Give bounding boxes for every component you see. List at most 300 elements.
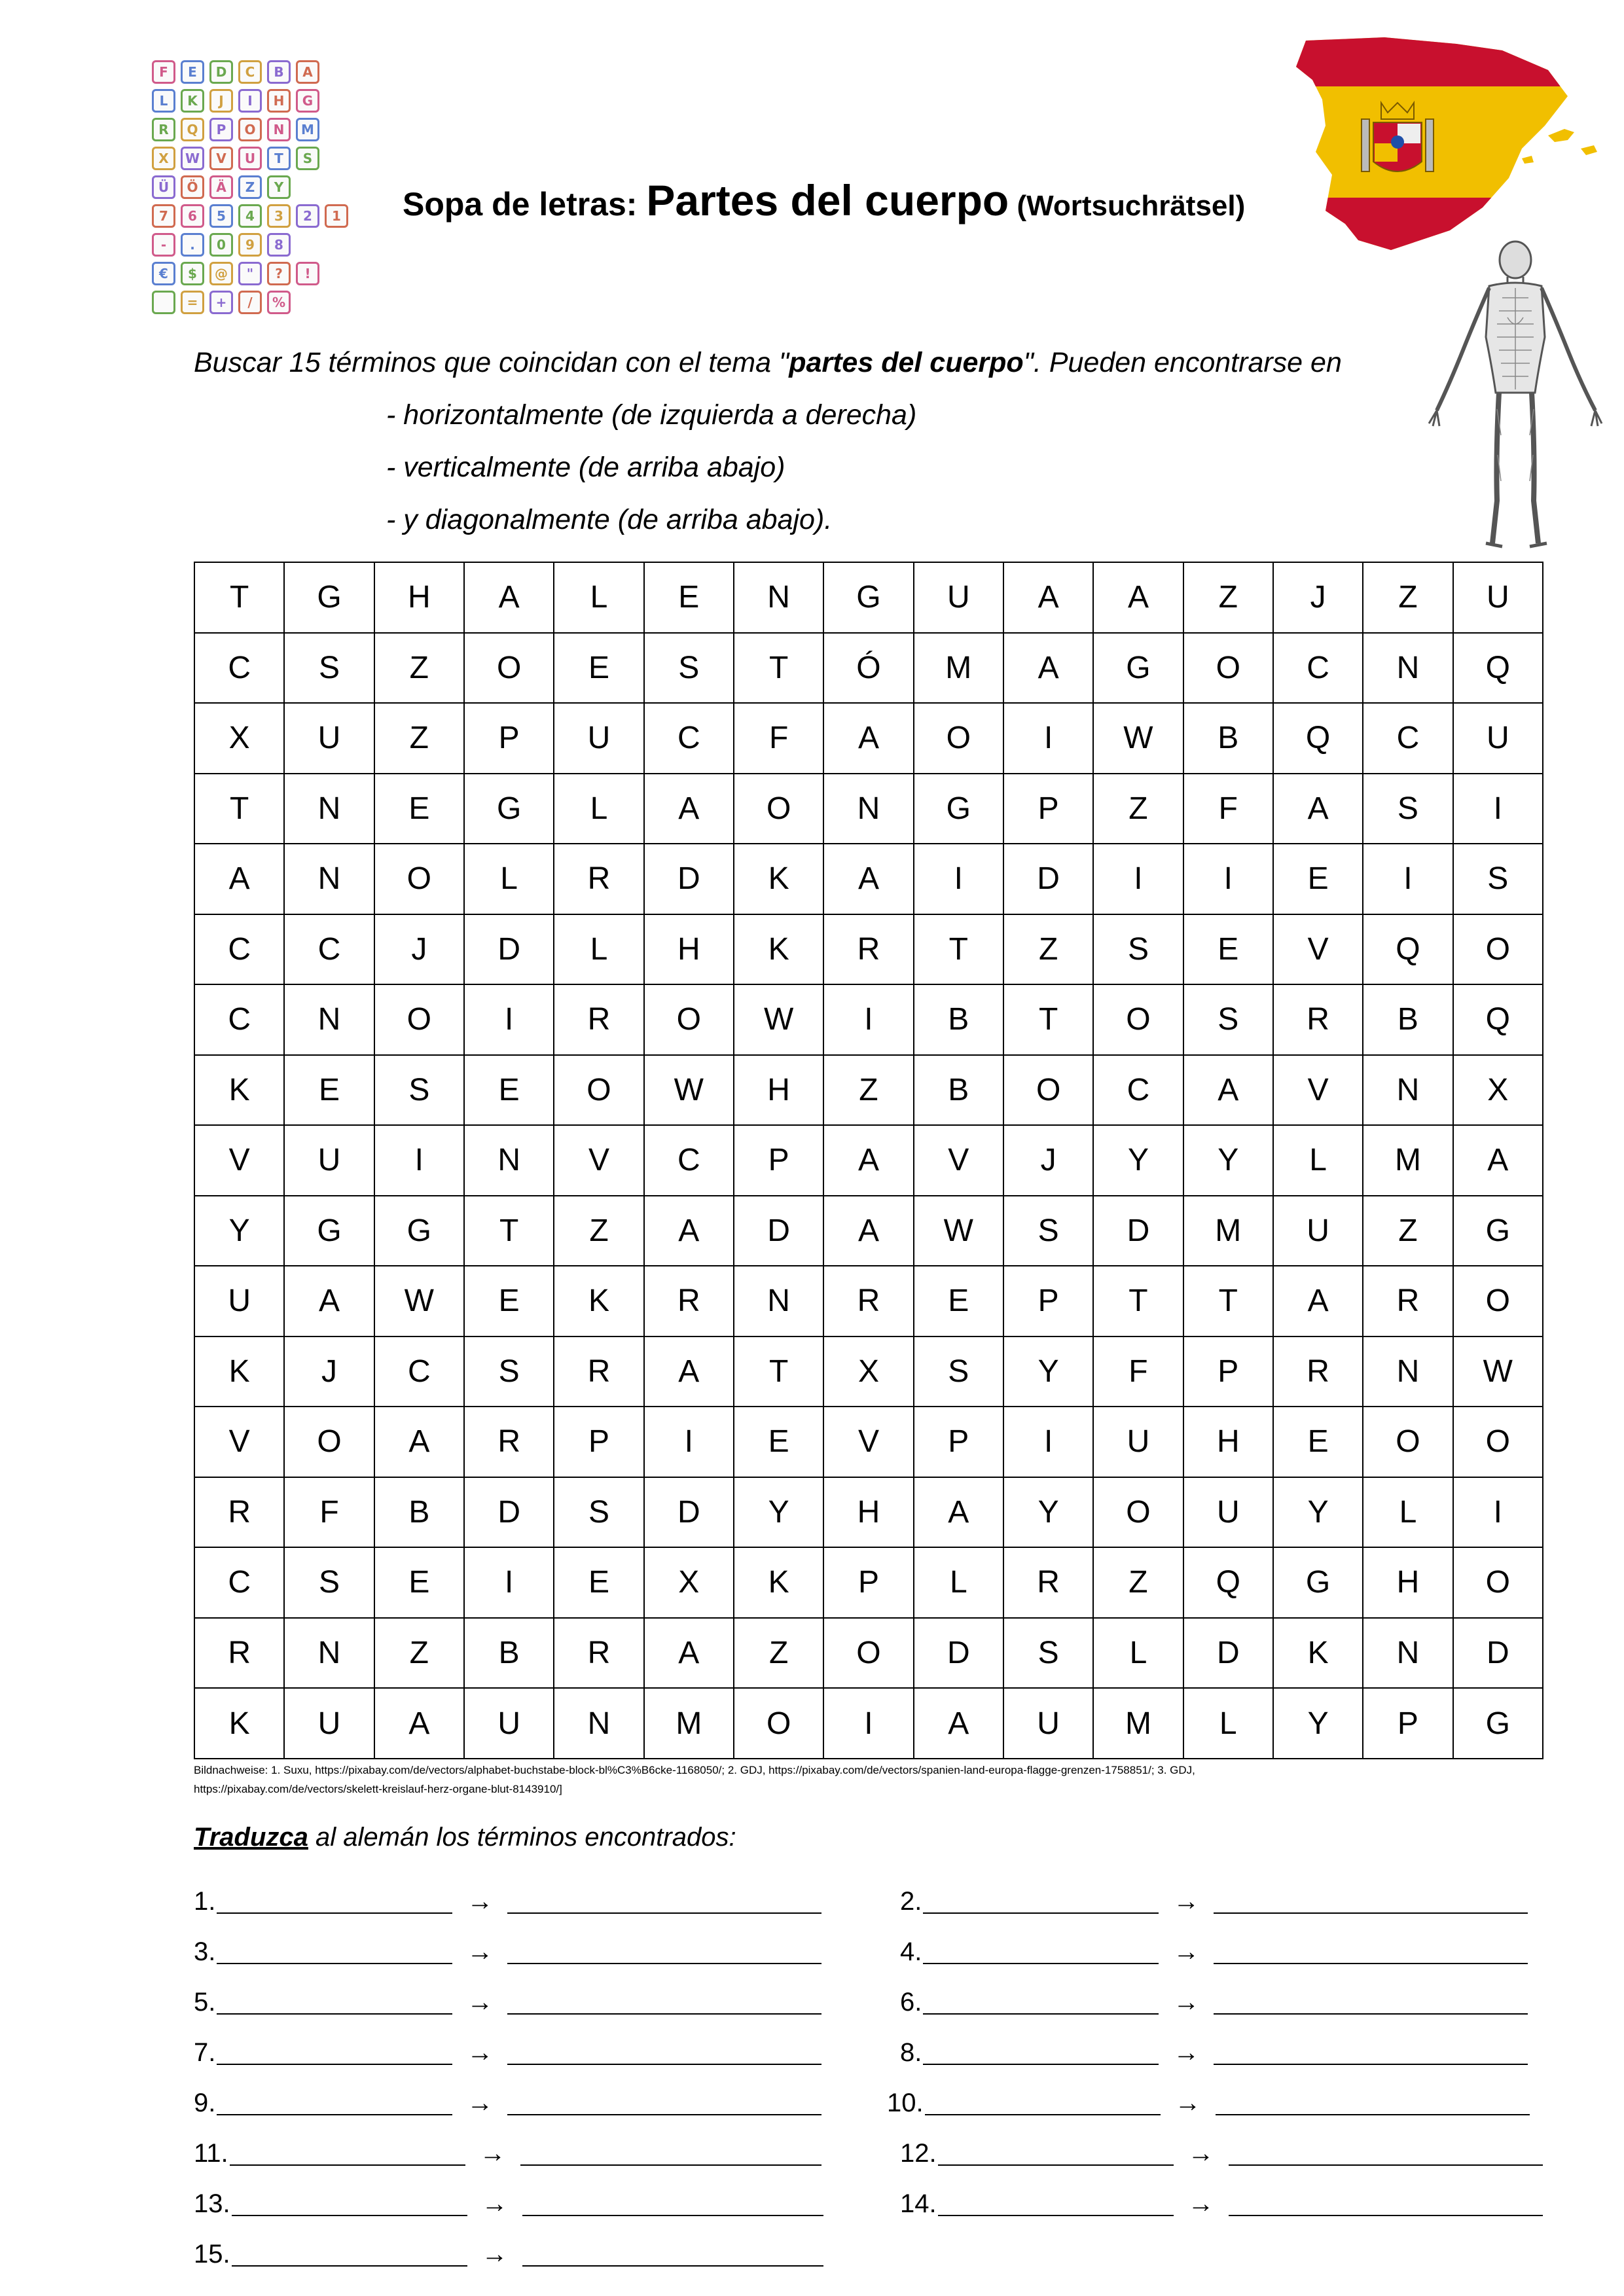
letter-block: D	[209, 60, 233, 84]
grid-cell: O	[734, 774, 823, 844]
answer-number: 4.	[900, 1937, 922, 1966]
answer-line[interactable]	[900, 1986, 1528, 2018]
grid-cell: O	[914, 703, 1003, 774]
letter-block: +	[209, 291, 233, 314]
letter-block: Ä	[209, 175, 233, 199]
grid-cell: N	[554, 1688, 643, 1759]
letter-block: ?	[267, 262, 291, 285]
grid-cell: U	[1273, 1196, 1363, 1266]
grid-cell: I	[1093, 844, 1183, 914]
letter-block: C	[238, 60, 262, 84]
grid-cell: Z	[374, 1618, 464, 1689]
letter-block: V	[209, 147, 233, 170]
grid-cell: S	[1453, 844, 1543, 914]
letter-block: 8	[267, 233, 291, 257]
letter-block: M	[296, 118, 319, 141]
grid-cell: W	[734, 984, 823, 1055]
spanish-term-blank[interactable]	[217, 1990, 452, 2015]
grid-cell: G	[1273, 1547, 1363, 1618]
grid-cell: D	[1453, 1618, 1543, 1689]
grid-cell: E	[284, 1055, 374, 1126]
grid-cell: P	[914, 1407, 1003, 1477]
grid-cell: T	[734, 1336, 823, 1407]
german-translation-blank[interactable]	[1214, 1889, 1528, 1914]
german-translation-blank[interactable]	[520, 2141, 821, 2166]
grid-cell: S	[1363, 774, 1453, 844]
letter-block: E	[181, 60, 204, 84]
grid-cell: D	[464, 914, 554, 985]
grid-row	[194, 1407, 1543, 1477]
spanish-term-blank[interactable]	[923, 2040, 1159, 2065]
grid-cell: Y	[1273, 1688, 1363, 1759]
grid-cell: Y	[734, 1477, 823, 1548]
grid-row	[194, 562, 1543, 633]
grid-cell: W	[1453, 1336, 1543, 1407]
answer-number: 2.	[900, 1886, 922, 1916]
grid-cell: B	[1183, 703, 1273, 774]
grid-cell: H	[1363, 1547, 1453, 1618]
spain-flag-map-image	[1286, 34, 1607, 257]
letter-block	[152, 291, 175, 314]
grid-cell: A	[374, 1407, 464, 1477]
grid-cell: Y	[1003, 1477, 1093, 1548]
grid-cell: L	[554, 914, 643, 985]
grid-cell: K	[734, 844, 823, 914]
grid-row	[194, 914, 1543, 985]
letter-block: 4	[238, 204, 262, 228]
grid-cell: M	[1183, 1196, 1273, 1266]
grid-cell: S	[1093, 914, 1183, 985]
grid-cell: S	[464, 1336, 554, 1407]
grid-cell: U	[1183, 1477, 1273, 1548]
spanish-term-blank[interactable]	[232, 2191, 467, 2216]
grid-cell: Y	[1273, 1477, 1363, 1548]
grid-cell: Q	[1273, 703, 1363, 774]
grid-cell: H	[734, 1055, 823, 1126]
letter-block: S	[296, 147, 319, 170]
instructions-vertical: - verticalmente (de arriba abajo)	[386, 452, 785, 483]
grid-cell: T	[1183, 1266, 1273, 1336]
arrow-right-icon: →	[1187, 2189, 1214, 2218]
grid-cell: I	[464, 1547, 554, 1618]
grid-cell: J	[284, 1336, 374, 1407]
answer-number: 14.	[900, 2189, 937, 2218]
grid-cell: O	[374, 984, 464, 1055]
grid-cell: V	[1273, 1055, 1363, 1126]
letter-block: Y	[267, 175, 291, 199]
grid-cell: A	[464, 562, 554, 633]
grid-cell: Ó	[823, 633, 913, 704]
instructions-horizontal: - horizontalmente (de izquierda a derecha)	[386, 399, 917, 431]
grid-cell: Z	[1003, 914, 1093, 985]
grid-cell: T	[914, 914, 1003, 985]
grid-cell: P	[734, 1125, 823, 1196]
grid-cell: U	[1453, 562, 1543, 633]
grid-cell: H	[1183, 1407, 1273, 1477]
grid-cell: O	[1363, 1407, 1453, 1477]
grid-cell: J	[1003, 1125, 1093, 1196]
grid-cell: Z	[734, 1618, 823, 1689]
grid-cell: D	[644, 844, 734, 914]
answer-line[interactable]	[900, 1935, 1528, 1968]
grid-cell: B	[464, 1618, 554, 1689]
grid-cell: A	[1273, 1266, 1363, 1336]
german-translation-blank[interactable]	[1214, 2040, 1528, 2065]
grid-cell: E	[374, 774, 464, 844]
grid-cell: K	[554, 1266, 643, 1336]
german-translation-blank[interactable]	[522, 2191, 823, 2216]
answer-line[interactable]	[194, 2087, 821, 2119]
grid-cell: U	[464, 1688, 554, 1759]
letter-block: R	[152, 118, 175, 141]
grid-cell: E	[554, 1547, 643, 1618]
answer-line[interactable]	[194, 2187, 823, 2220]
answer-line[interactable]	[194, 1885, 821, 1918]
grid-cell: R	[554, 1618, 643, 1689]
german-translation-blank[interactable]	[1214, 1990, 1528, 2015]
letter-block: K	[181, 89, 204, 113]
spanish-term-blank[interactable]	[217, 2090, 452, 2115]
instructions-main-before: Buscar 15 términos que coincidan con el tema "	[194, 347, 789, 378]
grid-cell: S	[1183, 984, 1273, 1055]
grid-cell: U	[1003, 1688, 1093, 1759]
grid-cell: R	[194, 1618, 284, 1689]
grid-cell: G	[1093, 633, 1183, 704]
grid-cell: A	[644, 1618, 734, 1689]
grid-cell: X	[823, 1336, 913, 1407]
grid-cell: Z	[374, 703, 464, 774]
grid-cell: O	[644, 984, 734, 1055]
answer-number: 6.	[900, 1987, 922, 2017]
spanish-term-blank[interactable]	[217, 2040, 452, 2065]
spanish-term-blank[interactable]	[923, 1889, 1159, 1914]
grid-cell: Y	[194, 1196, 284, 1266]
grid-cell: L	[1183, 1688, 1273, 1759]
letter-block: J	[209, 89, 233, 113]
grid-cell: Z	[374, 633, 464, 704]
grid-cell: L	[554, 774, 643, 844]
grid-cell: S	[1003, 1196, 1093, 1266]
german-translation-blank[interactable]	[507, 2090, 821, 2115]
answer-line[interactable]	[900, 2187, 1543, 2220]
german-translation-blank[interactable]	[1229, 2191, 1543, 2216]
arrow-right-icon: →	[1187, 2138, 1214, 2168]
grid-cell: R	[464, 1407, 554, 1477]
grid-cell: L	[914, 1547, 1003, 1618]
grid-cell: C	[1093, 1055, 1183, 1126]
letter-block: %	[267, 291, 291, 314]
grid-cell: O	[374, 844, 464, 914]
grid-cell: F	[1093, 1336, 1183, 1407]
letter-block: P	[209, 118, 233, 141]
answer-line[interactable]	[194, 2238, 823, 2270]
answer-line[interactable]	[900, 1885, 1528, 1918]
spanish-term-blank[interactable]	[923, 1939, 1159, 1964]
letter-block: Q	[181, 118, 204, 141]
arrow-right-icon: →	[479, 2138, 506, 2168]
letter-block: F	[152, 60, 175, 84]
grid-cell: A	[914, 1477, 1003, 1548]
grid-cell: L	[1093, 1618, 1183, 1689]
translate-verb: Traduzca	[194, 1823, 308, 1852]
answer-line[interactable]	[194, 1986, 821, 2018]
grid-cell: D	[644, 1477, 734, 1548]
grid-cell: W	[374, 1266, 464, 1336]
grid-cell: Z	[1093, 774, 1183, 844]
letter-block: $	[181, 262, 204, 285]
grid-cell: G	[823, 562, 913, 633]
grid-cell: R	[554, 1336, 643, 1407]
answer-number: 15.	[194, 2239, 230, 2269]
grid-cell: A	[1003, 562, 1093, 633]
grid-cell: A	[1273, 774, 1363, 844]
grid-row	[194, 1618, 1543, 1689]
grid-cell: A	[823, 1196, 913, 1266]
grid-cell: A	[1453, 1125, 1543, 1196]
arrow-right-icon: →	[1173, 1886, 1200, 1916]
grid-cell: G	[1453, 1196, 1543, 1266]
grid-cell: Q	[1453, 984, 1543, 1055]
grid-cell: R	[194, 1477, 284, 1548]
grid-cell: C	[194, 633, 284, 704]
grid-cell: O	[1183, 633, 1273, 704]
grid-cell: S	[284, 633, 374, 704]
grid-cell: B	[374, 1477, 464, 1548]
grid-row	[194, 844, 1543, 914]
grid-cell: X	[1453, 1055, 1543, 1126]
grid-cell: V	[194, 1407, 284, 1477]
answer-line[interactable]	[900, 2036, 1528, 2069]
letter-block: €	[152, 262, 175, 285]
letter-block: T	[267, 147, 291, 170]
grid-cell: L	[1273, 1125, 1363, 1196]
german-translation-blank[interactable]	[522, 2242, 823, 2267]
grid-cell: S	[374, 1055, 464, 1126]
grid-cell: Z	[554, 1196, 643, 1266]
grid-cell: Y	[1003, 1336, 1093, 1407]
grid-cell: N	[1363, 1618, 1453, 1689]
grid-cell: T	[734, 633, 823, 704]
grid-cell: L	[1363, 1477, 1453, 1548]
answer-line[interactable]	[194, 2036, 821, 2069]
grid-cell: E	[464, 1055, 554, 1126]
grid-cell: U	[284, 703, 374, 774]
grid-cell: A	[914, 1688, 1003, 1759]
spanish-term-blank[interactable]	[217, 1939, 452, 1964]
grid-cell: R	[554, 844, 643, 914]
answer-number: 3.	[194, 1937, 216, 1966]
arrow-right-icon: →	[467, 2088, 494, 2117]
answer-line[interactable]	[887, 2087, 1530, 2119]
grid-cell: U	[1453, 703, 1543, 774]
grid-cell: C	[194, 914, 284, 985]
spanish-term-blank[interactable]	[217, 1889, 452, 1914]
grid-cell: C	[644, 1125, 734, 1196]
grid-cell: O	[823, 1618, 913, 1689]
grid-cell: I	[1003, 1407, 1093, 1477]
grid-cell: L	[554, 562, 643, 633]
grid-cell: A	[1003, 633, 1093, 704]
arrow-right-icon: →	[1174, 2088, 1201, 2117]
letter-block: O	[238, 118, 262, 141]
grid-cell: D	[1093, 1196, 1183, 1266]
grid-cell: N	[464, 1125, 554, 1196]
grid-cell: M	[1093, 1688, 1183, 1759]
grid-cell: B	[914, 1055, 1003, 1126]
grid-cell: O	[1453, 914, 1543, 985]
letter-block: N	[267, 118, 291, 141]
spanish-term-blank[interactable]	[938, 2191, 1174, 2216]
german-translation-blank[interactable]	[507, 1990, 821, 2015]
grid-cell: D	[464, 1477, 554, 1548]
grid-cell: I	[823, 1688, 913, 1759]
credits-line-2: https://pixabay.com/de/vectors/skelett-kreislauf-herz-organe-blut-8143910/]	[194, 1783, 562, 1795]
german-translation-blank[interactable]	[1214, 1939, 1528, 1964]
grid-cell: O	[1003, 1055, 1093, 1126]
grid-cell: E	[1273, 844, 1363, 914]
grid-cell: I	[644, 1407, 734, 1477]
grid-cell: Y	[1183, 1125, 1273, 1196]
letter-block: 0	[209, 233, 233, 257]
grid-cell: T	[194, 774, 284, 844]
grid-cell: K	[734, 914, 823, 985]
grid-cell: N	[284, 844, 374, 914]
spanish-term-blank[interactable]	[923, 1990, 1159, 2015]
grid-cell: S	[284, 1547, 374, 1618]
grid-cell: E	[734, 1407, 823, 1477]
human-body-figure-image	[1424, 239, 1607, 553]
grid-cell: P	[554, 1407, 643, 1477]
grid-cell: D	[914, 1618, 1003, 1689]
grid-cell: G	[284, 1196, 374, 1266]
grid-cell: N	[284, 984, 374, 1055]
grid-cell: C	[1363, 703, 1453, 774]
grid-cell: C	[1273, 633, 1363, 704]
grid-cell: S	[914, 1336, 1003, 1407]
grid-cell: I	[1363, 844, 1453, 914]
grid-cell: P	[823, 1547, 913, 1618]
grid-cell: G	[284, 562, 374, 633]
grid-cell: Z	[1183, 562, 1273, 633]
grid-cell: B	[1363, 984, 1453, 1055]
grid-row	[194, 703, 1543, 774]
grid-cell: K	[1273, 1618, 1363, 1689]
letter-block: 3	[267, 204, 291, 228]
grid-cell: C	[194, 1547, 284, 1618]
answer-line[interactable]	[194, 1935, 821, 1968]
grid-cell: R	[1363, 1266, 1453, 1336]
german-translation-blank[interactable]	[1216, 2090, 1530, 2115]
letter-block: I	[238, 89, 262, 113]
instructions-topic: partes del cuerpo	[789, 347, 1024, 378]
grid-cell: A	[1093, 562, 1183, 633]
letter-block: 6	[181, 204, 204, 228]
spanish-term-blank[interactable]	[230, 2141, 465, 2166]
grid-cell: O	[1093, 984, 1183, 1055]
grid-cell: E	[1273, 1407, 1363, 1477]
grid-cell: I	[464, 984, 554, 1055]
grid-cell: O	[1453, 1547, 1543, 1618]
answer-number: 8.	[900, 2037, 922, 2067]
grid-cell: N	[1363, 1055, 1453, 1126]
grid-cell: B	[914, 984, 1003, 1055]
grid-cell: M	[914, 633, 1003, 704]
instructions-main-after: ". Pueden encontrarse en	[1023, 347, 1342, 378]
grid-cell: U	[284, 1688, 374, 1759]
letter-block: =	[181, 291, 204, 314]
grid-cell: R	[644, 1266, 734, 1336]
grid-cell: A	[644, 1336, 734, 1407]
grid-cell: A	[194, 844, 284, 914]
grid-cell: G	[914, 774, 1003, 844]
german-translation-blank[interactable]	[507, 2040, 821, 2065]
spanish-term-blank[interactable]	[925, 2090, 1161, 2115]
grid-cell: H	[374, 562, 464, 633]
grid-cell: C	[644, 703, 734, 774]
grid-row	[194, 1266, 1543, 1336]
grid-cell: P	[1183, 1336, 1273, 1407]
grid-row	[194, 1336, 1543, 1407]
arrow-right-icon: →	[467, 1987, 494, 2017]
grid-cell: J	[1273, 562, 1363, 633]
grid-cell: R	[1003, 1547, 1093, 1618]
grid-row	[194, 1125, 1543, 1196]
answer-line[interactable]	[194, 2137, 821, 2170]
grid-cell: W	[914, 1196, 1003, 1266]
letter-block: .	[181, 233, 204, 257]
grid-cell: V	[554, 1125, 643, 1196]
grid-cell: U	[194, 1266, 284, 1336]
grid-cell: G	[464, 774, 554, 844]
grid-cell: F	[284, 1477, 374, 1548]
german-translation-blank[interactable]	[507, 1939, 821, 1964]
letter-block: "	[238, 262, 262, 285]
grid-cell: P	[1003, 774, 1093, 844]
letter-block: H	[267, 89, 291, 113]
grid-cell: O	[284, 1407, 374, 1477]
letter-block: G	[296, 89, 319, 113]
arrow-right-icon: →	[1173, 2037, 1200, 2067]
grid-cell: A	[644, 1196, 734, 1266]
spanish-term-blank[interactable]	[232, 2242, 467, 2267]
grid-cell: Q	[1363, 914, 1453, 985]
grid-cell: V	[823, 1407, 913, 1477]
answer-line[interactable]	[900, 2137, 1543, 2170]
translate-heading	[194, 1823, 736, 1852]
grid-cell: R	[823, 1266, 913, 1336]
grid-cell: I	[1453, 774, 1543, 844]
answer-number: 1.	[194, 1886, 216, 1916]
grid-cell: E	[374, 1547, 464, 1618]
german-translation-blank[interactable]	[507, 1889, 821, 1914]
arrow-right-icon: →	[481, 2239, 508, 2269]
letter-block: X	[152, 147, 175, 170]
letter-block: 1	[325, 204, 348, 228]
grid-cell: A	[823, 1125, 913, 1196]
title-suffix: (Wortsuchrätsel)	[1009, 190, 1246, 222]
letter-block: 2	[296, 204, 319, 228]
grid-cell: G	[1453, 1688, 1543, 1759]
letter-block: !	[296, 262, 319, 285]
arrow-right-icon: →	[467, 1886, 494, 1916]
grid-cell: O	[1093, 1477, 1183, 1548]
german-translation-blank[interactable]	[1229, 2141, 1543, 2166]
grid-cell: W	[1093, 703, 1183, 774]
grid-cell: O	[464, 633, 554, 704]
grid-cell: R	[823, 914, 913, 985]
answer-number: 12.	[900, 2138, 937, 2168]
spanish-term-blank[interactable]	[938, 2141, 1174, 2166]
